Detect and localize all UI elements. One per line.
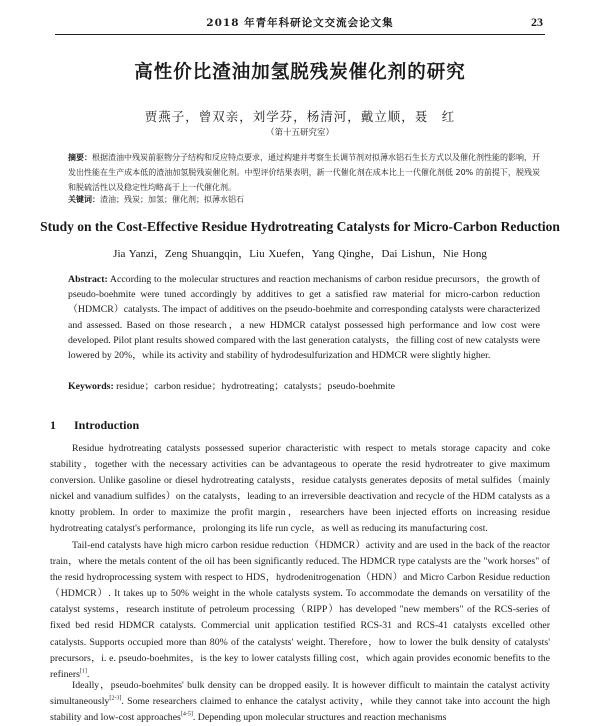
chinese-keywords — [68, 194, 540, 205]
paragraph-3-text-b: . Some researchers claimed to enhance the catalyst activity，while they cannot take into account the high stability and low-cost approaches — [50, 696, 550, 724]
chinese-title: 高性价比渣油加氢脱残炭催化剂的研究 — [134, 62, 466, 83]
english-keywords-text: residue；carbon residue；hydrotreating；catalysts；pseudo-boehmite — [113, 381, 396, 392]
body-paragraph-2 — [50, 538, 550, 683]
page-number: 23 — [531, 15, 543, 29]
body-paragraph-3 — [50, 678, 550, 726]
chinese-abstract-text: 根据渣油中残炭前驱物分子结构和反应特点要求，通过构建并考察生长调节剂对拟薄水铝石生长方式以及催化剂性能的影响，开发出性能在生产成本低的渣油加氢脱残炭催化剂。中型评价结果表明，新一代催化剂在成本比上一代催化剂低 20% 的前提下，脱残炭和脱硫活性以及稳定性均略高于上一代催化剂。 — [68, 153, 540, 192]
chinese-authors: 贾燕子，曾双亲，刘学芬，杨清河，戴立顺，聂 红 — [144, 109, 456, 124]
chinese-abstract — [68, 150, 540, 195]
citation-ref: [1] — [79, 668, 87, 675]
english-keywords — [68, 378, 540, 392]
section-title: Introduction — [74, 418, 140, 432]
citation-ref: [4-5] — [180, 711, 193, 718]
paragraph-2-text: Tail-end catalysts have high micro carbon residue reduction（HDMCR）activity and are used in the back of the reactor train，where the metals content of the oil has been significantly reduced. The HDMCR type catalysts are the "work horses" of the resid hydroprocessing system with respect to HDS，hydrodenitrogenation（HDN）and Micro Carbon Residue reduction（HDMCR）. It takes up to 50% weight in the whole catalysts system. To accommodate the demands on versatility of the catalyst systems，research institute of petroleum processing（RIPP）has developed "new members" of the RCS-series of fixed bed resid HDMCR catalysts. Commercial unit application testified RCS-31 and RCS-41 catalysts excelled other catalysts. Supports occupied more than 80% of the catalysts' weight. Therefore，how to lower the bulk density of catalysts' precursors，i. e. pseudo-boehmites，is the key to lower catalysts filling cost，which again provides economic benefits to the refiners — [50, 540, 550, 680]
chinese-abstract-label: 摘要： — [68, 153, 92, 162]
running-title: 2018 年青年科研论文交流会论文集 — [206, 17, 394, 29]
body-paragraph-1: Residue hydrotreating catalysts possessed superior characteristic with respect to metals storage capacity and coke stability，together with the necessary activities can be advantageous to operate the resid hydrotreater to give maximum conversion. Unlike gasoline or diesel hydrotreating catalysts，residue catalysts generates deposits of metal sulfides（mainly nickel and vanadium sulfides）on the catalysts，leading to an irreversible deactivation and recycle of the HDM catalysts as a knotty problem. In order to maximize the profit margin，researchers have been injected efforts on increasing residue hydrotreating catalyst's performance，prolonging its life run cycle，as well as reducing its manufacturing cost. — [50, 443, 550, 535]
chinese-keywords-label: 关键词： — [68, 195, 100, 204]
citation-ref: [2-3] — [109, 695, 122, 702]
paragraph-3-text-c: . Depending upon molecular structures and reaction mechanisms — [192, 712, 447, 724]
english-authors: Jia Yanzi，Zeng Shuangqin，Liu Xuefen，Yang Qinghe，Dai Lishun，Nie Hong — [113, 248, 487, 260]
chinese-keywords-text: 渣油；残炭；加氢；催化剂；拟薄水铝石 — [100, 195, 244, 204]
section-number: 1 — [50, 418, 56, 432]
running-header — [55, 14, 545, 35]
english-abstract-text: According to the molecular structures and reaction mechanisms of carbon residue precursors，the growth of pseudo-boehmite were tuned accordingly by additives to get a satisfied raw material for micro-carbon reduction（HDMCR）catalysts. The impact of additives on the pseudo-boehmite and corresponding catalysts were characterized and assessed. Based on those research，a new HDMCR catalyst possessed high performance and low cost were developed. Pilot plant results showed compared with the last generation catalysts，the filling cost of new catalysts were lowered by 20%，while its activity and stability of hydrodesulfurization and HDMCR were slightly higher. — [68, 274, 540, 362]
english-abstract — [68, 272, 540, 363]
english-abstract-label: Abstract: — [68, 274, 108, 285]
english-title: Study on the Cost-Effective Residue Hydrotreating Catalysts for Micro-Carbon Reduction — [40, 219, 560, 234]
paragraph-3-text-a: Ideally，pseudo-boehmites' bulk density can be dropped easily. It is however difficult to maintain the catalyst activity simultaneously — [50, 680, 550, 708]
chinese-affiliation: （第十五研究室） — [265, 128, 334, 138]
section-heading — [50, 418, 139, 433]
english-keywords-label: Keywords: — [68, 381, 114, 392]
paragraph-2-end: . — [86, 668, 90, 680]
